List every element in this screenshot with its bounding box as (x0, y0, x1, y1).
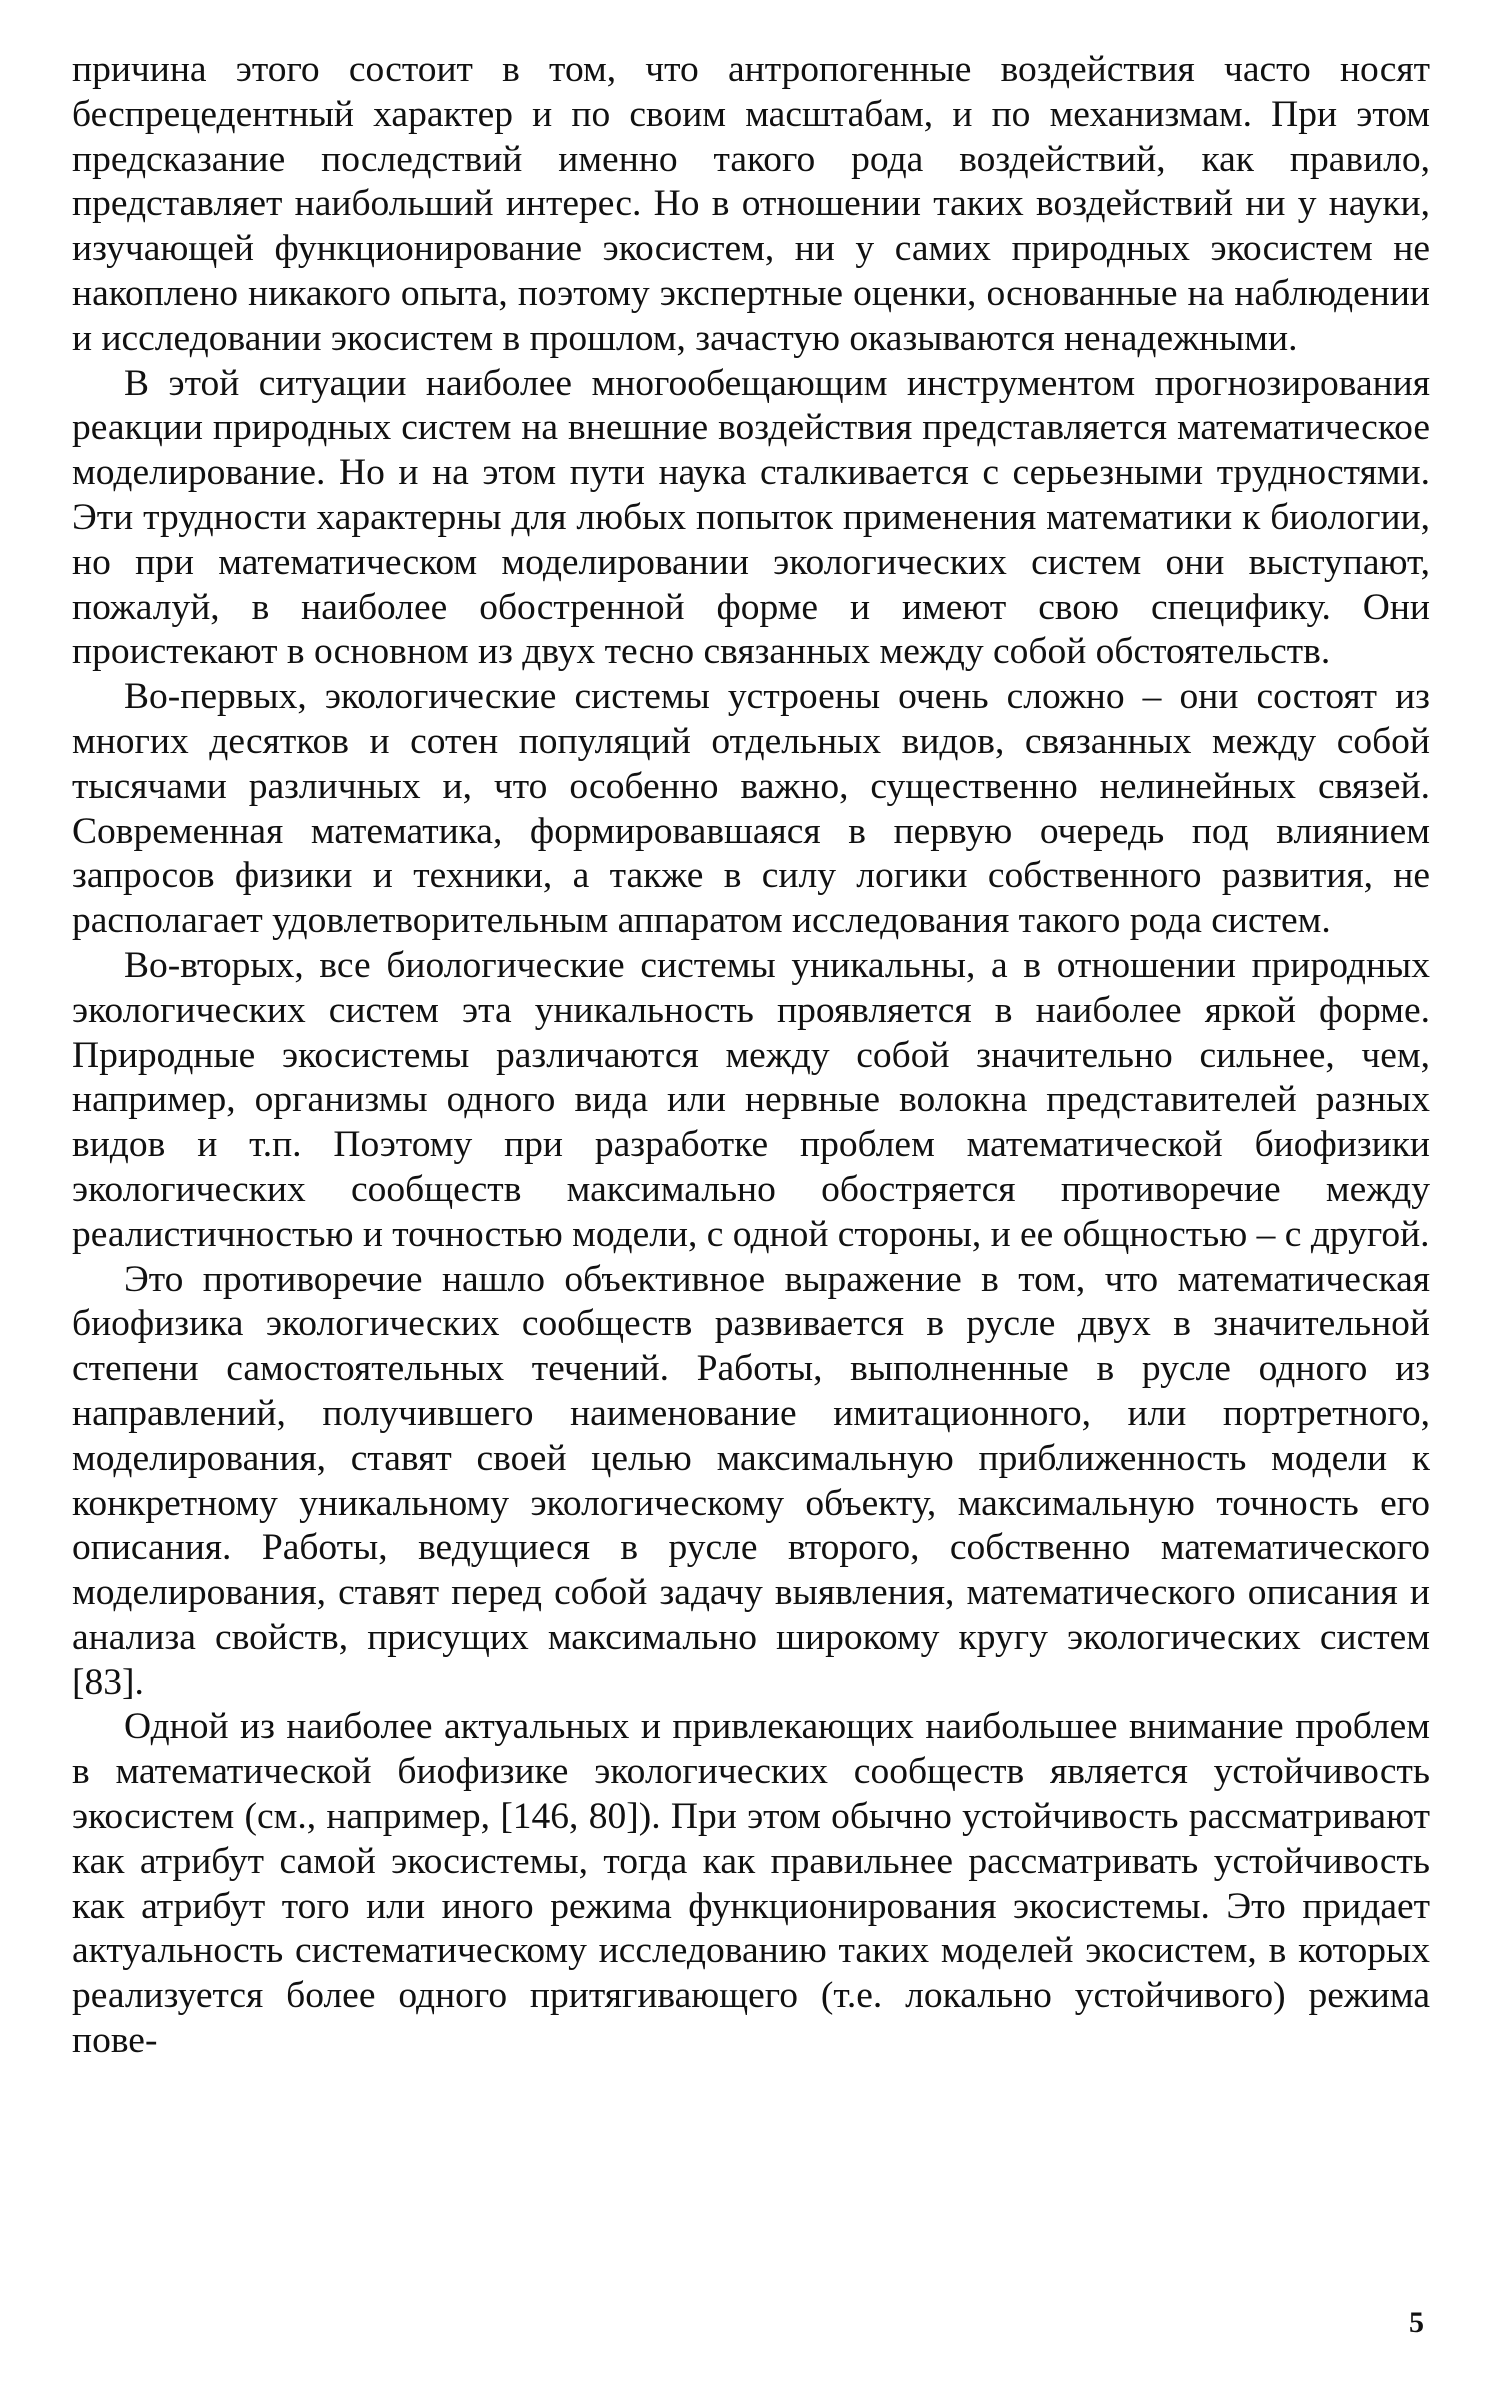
paragraph-6: Одной из наиболее актуальных и привлекающих наибольшее внимание проблем в математической биофизике экологических сообществ является устойчивость экосистем (см., например, [146, 80]). При этом обычно устойчивость рассматривают как атрибут самой экосистемы, тогда как правильнее рассматривать устойчивость как атрибут того или иного режима функционирования экосистемы. Это придает актуальность систематическому исследованию таких моделей экосистем, в которых реализуется более одного притягивающего (т.е. локально устойчивого) режима пове- (72, 1706, 1430, 2062)
body-text (72, 48, 1430, 2064)
paragraph-1: причина этого состоит в том, что антропогенные воздействия часто носят беспрецедентный характер и по своим масштабам, и по механизмам. При этом предсказание последствий именно такого рода воздействий, как правило, представляет наибольший интерес. Но в отношении таких воздействий ни у науки, изучающей функционирование экосистем, ни у самих природных экосистем не накоплено никакого опыта, поэтому экспертные оценки, основанные на наблюдении и исследовании экосистем в прошлом, зачастую оказываются ненадежными. (72, 49, 1430, 359)
paragraph-4: Во-вторых, все биологические системы уникальны, а в отношении природных экологических систем эта уникальность проявляется в наиболее яркой форме. Природные экосистемы различаются между собой значительно сильнее, чем, например, организмы одного вида или нервные волокна представителей разных видов и т.п. Поэтому при разработке проблем математической биофизики экологических сообществ максимально обостряется противоречие между реалистичностью и точностью модели, с одной стороны, и ее общностью – с другой. (72, 944, 1430, 1255)
paragraph-2: В этой ситуации наиболее многообещающим инструментом прогнозирования реакции природных систем на внешние воздействия представляется математическое моделирование. Но и на этом пути наука сталкивается с серьезными трудностями. Эти трудности характерны для любых попыток применения математики к биологии, но при математическом моделировании экологических систем они выступают, пожалуй, в наиболее обостренной форме и имеют свою специфику. Они проистекают в основном из двух тесно связанных между собой обстоятельств. (72, 362, 1430, 673)
page-number: 5 (1409, 2306, 1424, 2339)
paragraph-5: Это противоречие нашло объективное выражение в том, что математическая биофизика экологических сообществ развивается в русле двух в значительной степени самостоятельных течений. Работы, выполненные в русле одного из направлений, получившего наименование имитационного, или портретного, моделирования, ставят своей целью максимальную приближенность модели к конкретному уникальному экологическому объекту, максимальную точность его описания. Работы, ведущиеся в русле второго, собственно математического моделирования, ставят перед собой задачу выявления, математического описания и анализа свойств, присущих максимально широкому кругу экологических систем [83]. (72, 1258, 1430, 1703)
paragraph-3: Во-первых, экологические системы устроены очень сложно – они состоят из многих десятков и сотен популяций отдельных видов, связанных между собой тысячами различных и, что особенно важно, существенно нелинейных связей. Современная математика, формировавшаяся в первую очередь под влиянием запросов физики и техники, а также в силу логики собственного развития, не располагает удовлетворительным аппаратом исследования такого рода систем. (72, 676, 1430, 942)
